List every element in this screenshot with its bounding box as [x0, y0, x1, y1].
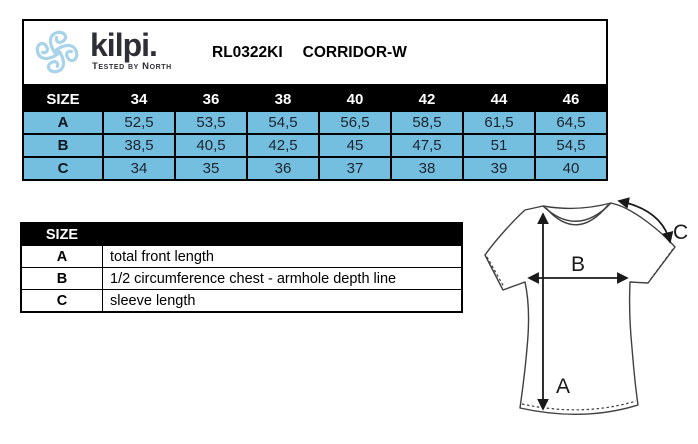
row-label-b: B: [24, 135, 102, 156]
diagram-label-c: C: [673, 221, 689, 244]
table-cell: 38,5: [104, 135, 174, 156]
legend-key-b: B: [22, 268, 102, 289]
brand-tagline: Tested by North: [92, 61, 172, 72]
size-table: [22, 86, 608, 181]
product-title: [212, 21, 407, 84]
table-cell: 36: [248, 158, 318, 179]
brand-wordmark: kilpi.: [90, 27, 157, 63]
diagram-label-b: B: [571, 253, 586, 276]
legend-table: [20, 222, 463, 313]
header-box: [22, 19, 608, 86]
legend-key-c: C: [22, 290, 102, 311]
kilpi-knot-icon: [29, 24, 85, 80]
table-cell: 52,5: [104, 112, 174, 133]
table-cell: 39: [464, 158, 534, 179]
table-cell: 42,5: [248, 135, 318, 156]
table-cell: 38: [392, 158, 462, 179]
table-cell: 53,5: [176, 112, 246, 133]
product-name: CORRIDOR-W: [302, 43, 407, 61]
size-col-header: 44: [464, 88, 534, 110]
size-col-header: 42: [392, 88, 462, 110]
table-cell: 45: [320, 135, 390, 156]
table-cell: 56,5: [320, 112, 390, 133]
legend-desc-b: 1/2 circumference chest - armhole depth line: [103, 268, 461, 289]
size-col-header: 46: [536, 88, 606, 110]
product-code: RL0322KI: [212, 43, 283, 61]
size-col-header: 36: [176, 88, 246, 110]
table-cell: 37: [320, 158, 390, 179]
legend-desc-a: total front length: [103, 246, 461, 267]
table-cell: 51: [464, 135, 534, 156]
table-cell: 61,5: [464, 112, 534, 133]
table-cell: 40,5: [176, 135, 246, 156]
table-cell: 47,5: [392, 135, 462, 156]
kilpi-logo: [29, 24, 172, 80]
row-label-c: C: [24, 158, 102, 179]
table-cell: 34: [104, 158, 174, 179]
table-cell: 54,5: [536, 135, 606, 156]
legend-key-a: A: [22, 246, 102, 267]
table-cell: 64,5: [536, 112, 606, 133]
legend-header: [22, 224, 461, 245]
size-col-header: 40: [320, 88, 390, 110]
tshirt-diagram: [470, 193, 698, 444]
table-cell: 35: [176, 158, 246, 179]
table-cell: 58,5: [392, 112, 462, 133]
size-table-header-size: SIZE: [24, 88, 102, 110]
table-cell: 54,5: [248, 112, 318, 133]
size-col-header: 34: [104, 88, 174, 110]
legend-desc-c: sleeve length: [103, 290, 461, 311]
size-col-header: 38: [248, 88, 318, 110]
table-cell: 40: [536, 158, 606, 179]
row-label-a: A: [24, 112, 102, 133]
tshirt-outline: [485, 203, 675, 414]
diagram-label-a: A: [556, 375, 571, 398]
legend-header-label: SIZE: [45, 226, 79, 243]
